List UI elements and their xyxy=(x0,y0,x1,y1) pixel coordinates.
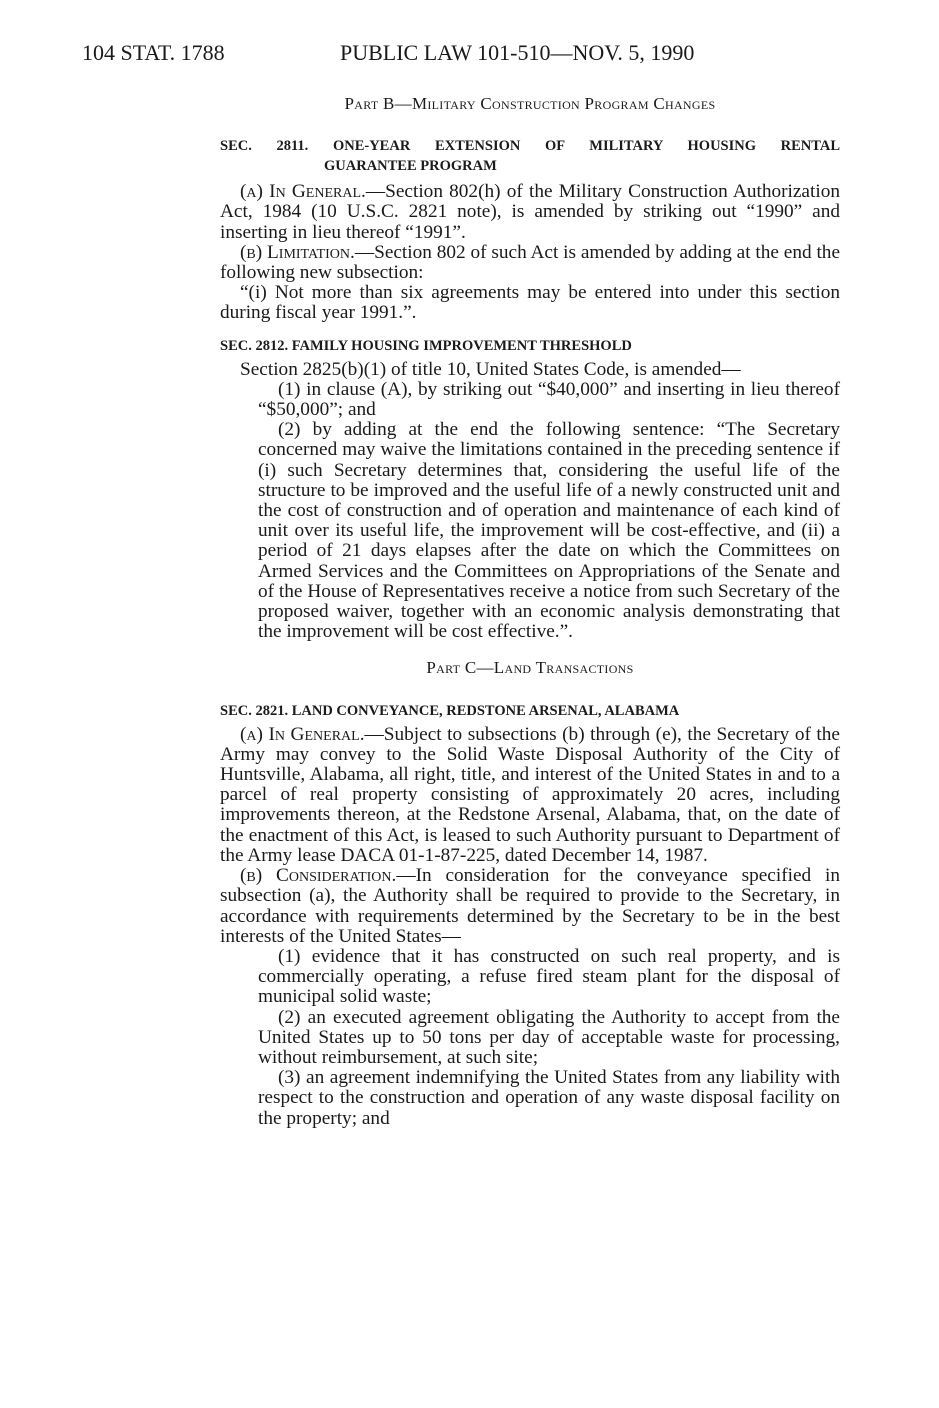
part-b-heading: Part B—Military Construction Program Changes xyxy=(344,94,716,113)
sec-2821-clause-2: (2) an executed agreement obligating the Authority to accept from the United States up to 50 tons per day of acceptable waste for processing, without reimbursement, at such site; xyxy=(258,1006,840,1068)
sec-2811-heading: SEC. 2811. ONE-YEAR EXTENSION OF MILITARY HOUSING RENTAL xyxy=(220,138,840,155)
sec-2821-clause-1: (1) evidence that it has constructed on such real property, and is commercially operating, a refuse fired steam plant for the disposal of municipal solid waste; xyxy=(258,945,840,1008)
sec-2812-clause-1: (1) in clause (A), by striking out “$40,000” and inserting in lieu thereof “$50,000”; and xyxy=(258,378,840,421)
sec-2811-heading-cont: GUARANTEE PROGRAM xyxy=(324,158,497,175)
sec-2812-heading: SEC. 2812. FAMILY HOUSING IMPROVEMENT THRESHOLD xyxy=(220,337,632,354)
sec-2811-a-label: (a) In General. xyxy=(240,181,366,203)
sec-2821-b-label: (b) Consideration. xyxy=(240,865,397,887)
sec-2821-clause-3: (3) an agreement indemnifying the United States from any liability with respect to the construction and operation of any waste disposal facility on the property; and xyxy=(258,1067,840,1129)
sec-2812-intro: Section 2825(b)(1) of title 10, United States Code, is amended— xyxy=(240,358,741,380)
sec-2811-a-text: —Section 802(h) of the Military Construction Authorization Act, 1984 (10 U.S.C. 2821 note), is amended by striking out “1990” and inserting in lieu thereof “1991”. xyxy=(220,181,840,243)
public-law-title: PUBLIC LAW 101-510—NOV. 5, 1990 xyxy=(340,40,695,65)
sec-2821-a-label: (a) In General. xyxy=(240,723,365,745)
sec-2821-subsection-b xyxy=(220,866,840,947)
sec-2821-subsection-a xyxy=(220,725,840,866)
sec-2821-a-text: —Subject to subsections (b) through (e), the Secretary of the Army may convey to the Solid Waste Disposal Authority of the City of Huntsville, Alabama, all right, title, and interest of the United States in and to a parcel of real property consisting of approximately 20 acres, including improvements thereon, at the Redstone Arsenal, Alabama, that, on the date of the enactment of this Act, is leased to such Authority pursuant to Department of the Army lease DACA 01-1-87-225, dated December 14, 1987. xyxy=(220,723,840,866)
sec-2821-heading: SEC. 2821. LAND CONVEYANCE, REDSTONE ARSENAL, ALABAMA xyxy=(220,702,680,719)
document-body xyxy=(220,94,840,1129)
sec-2811-b-label: (b) Limitation. xyxy=(240,241,355,263)
sec-2811-quoted-subsection: “(i) Not more than six agreements may be entered into under this section during fiscal year 1991.”. xyxy=(220,282,840,324)
sec-2821-b-text: —In consideration for the conveyance specified in subsection (a), the Authority shall be required to provide to the Secretary, in accordance with requirements determined by the Secretary to be in the best interests of the United States— xyxy=(220,865,840,947)
sec-2811-subsection-a xyxy=(220,182,840,243)
part-c-heading: Part C—Land Transactions xyxy=(426,658,634,678)
sec-2811-b-text: —Section 802 of such Act is amended by adding at the end the following new subsection: xyxy=(220,241,841,284)
running-head xyxy=(82,40,862,70)
sec-2812-clause-2: (2) by adding at the end the following sentence: “The Secretary concerned may waive the limitations contained in the preceding sentence if (i) such Secretary determines that, considering the useful life of the structure to be improved and the useful life of a newly constructed unit and the cost of construction and of operation and maintenance of each kind of unit over its useful life, the improvement will be cost-effective, and (ii) a period of 21 days elapses after the date on which the Committees on Armed Services and the Committees on Appropriations of the Senate and of the House of Representatives receive a notice from such Secretary of the proposed waiver, together with an economic analysis demonstrating that the improvement will be cost effective.”. xyxy=(258,419,840,643)
statute-page-number: 104 STAT. 1788 xyxy=(82,40,225,65)
sec-2811-subsection-b xyxy=(220,243,840,283)
